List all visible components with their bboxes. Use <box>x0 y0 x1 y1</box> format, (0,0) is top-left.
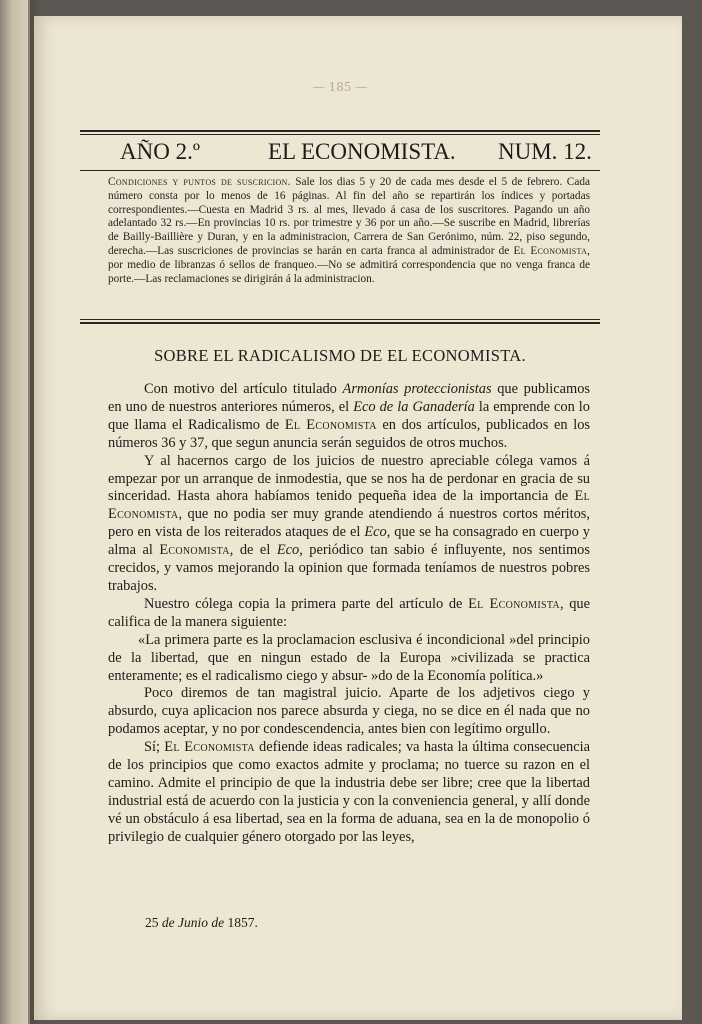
p2-journal-name: El Economista <box>108 488 590 523</box>
issue-date <box>145 915 258 931</box>
p1-italic-eco: Eco de la Ganadería <box>353 398 475 415</box>
paragraph-4: Poco diremos de tan magistral juicio. Aparte de los adjetivos ciego y absurdo, cuya aplicacion nos parece absurda y ciega, no se dice en él nada que no podamos aceptar, y no por condescendencia, antes bien con legítimo orgullo. <box>108 685 590 738</box>
conditions-journal-name: El Economista <box>513 244 588 257</box>
p2-text-c: , que se ha consagrado en cuerpo y alma al <box>108 524 590 559</box>
p1-text-c: la emprende con lo que llama el Radicalismo de <box>108 398 591 433</box>
p5-text-b: defiende ideas radicales; va hasta la última consecuencia de los principios que como exactos admite y proclama; no tuerce su razon en el camino. Admite el principio de que la industria debe ser libre; cree que la libertad industrial está de acuerdo con la justicia y con la conveniencia general, y allí donde vé un obstáculo á esa libertad, sea en la forma de aduana, sea en la de monopolio ó privilegio de cualquier género otorgado por las leyes, <box>108 739 590 845</box>
masthead-year: AÑO 2.º <box>120 139 200 164</box>
p1-journal-name: El Economista <box>284 416 377 433</box>
p3-text: Nuestro cólega copia la primera parte del artículo de <box>144 595 469 612</box>
conditions-rule-thick <box>80 322 600 324</box>
top-rule-thick <box>80 130 600 132</box>
p1-text-d: en dos artículos, publicados en los números 36 y 37, que segun anuncia serán seguidos de otros muchos. <box>108 416 590 451</box>
p2-text-b: , que no podia ser muy grande atendiendo á nuestros cortos méritos, pero en vista de los reiterados ataques de el <box>108 506 590 541</box>
page-number: — 185 — <box>312 80 368 94</box>
p2-text: Y al hacernos cargo de los juicios de nuestro apreciable cólega vamos á empezar por un arranque de inmodestia, que se nos ha de perdonar en gracia de su sinceridad. Hasta ahora habíamos tenido pequeña idea de la importancia de <box>108 452 590 505</box>
masthead-title: EL ECONOMISTA. <box>268 139 456 164</box>
top-rule-thin <box>80 134 600 135</box>
paragraph-5 <box>108 739 590 846</box>
p1-italic-title: Armonías proteccionistas <box>342 381 492 397</box>
conditions-heading: Condiciones y puntos de suscricion. <box>108 176 291 188</box>
masthead-rule <box>80 170 600 171</box>
paragraph-1 <box>108 381 590 453</box>
p3-text-b: , que califica de la manera siguiente: <box>108 595 590 630</box>
p2-text-e: , periódico tan sabio é influyente, nos sentimos crecidos, y vamos mejorando la opinion que formada teníamos de nuestros pobres trabajos. <box>108 542 590 594</box>
date-year: 1857. <box>227 915 258 930</box>
conditions-text-end: , por medio de libranzas ó sellos de franqueo.—No se admitirá correspondencia que no venga franca de porte.—Las reclamaciones se dirigirán á la administracion. <box>108 244 590 285</box>
paragraph-2 <box>108 453 590 596</box>
masthead-number: NUM. 12. <box>498 139 592 164</box>
conditions-text: Sale los dias 5 y 20 de cada mes desde el 5 de febrero. Cada número consta por lo menos de 16 páginas. Al fin del año se repartirán los índices y portadas correspondientes.—Cuesta en Madrid 3 rs. al mes, llevado á casa de los suscritores. Pagando un año adelantado 32 rs.—En provincias 10 rs. por trimestre y 36 por un año.—Se suscribe en Madrid, librerías de Bailly-Baillière y Duran, y en la administracion, Carrera de San Gerónimo, núm. 22, piso segundo, derecha.—Las suscriciones de provincias se harán en carta franca al administrador de <box>108 176 590 257</box>
p5-journal-name: El Economista <box>164 739 255 756</box>
p2-text-d: , de el <box>229 542 277 559</box>
paragraph-3 <box>108 596 590 632</box>
p2-italic-eco: Eco <box>364 524 387 541</box>
article-body <box>108 381 590 847</box>
quote: «La primera parte es la proclamacion esclusiva é incondicional »del principio de la libertad, que en ningun estado de la Europa »civilizada se practica enteramente; es el radicalismo ciego y absur- »do de la Economía política.» <box>108 631 590 684</box>
p5-text: Sí; <box>144 739 165 756</box>
masthead <box>80 137 600 167</box>
p2-journal-name-2: Economista <box>159 542 230 559</box>
p2-italic-eco-2: Eco <box>276 542 300 559</box>
conditions-rule-thin <box>80 319 600 320</box>
book-left-edge <box>0 0 30 1024</box>
date-month: de Junio de <box>158 915 228 930</box>
subscription-conditions <box>108 176 590 286</box>
p1-text-b: que publicamos en uno de nuestros anteriores números, el <box>108 381 590 415</box>
p3-journal-name: El Economista <box>468 595 560 612</box>
date-day: 25 <box>145 915 159 930</box>
article-title: SOBRE EL RADICALISMO DE EL ECONOMISTA. <box>154 346 526 365</box>
p1-text: Con motivo del artículo titulado <box>144 381 343 397</box>
